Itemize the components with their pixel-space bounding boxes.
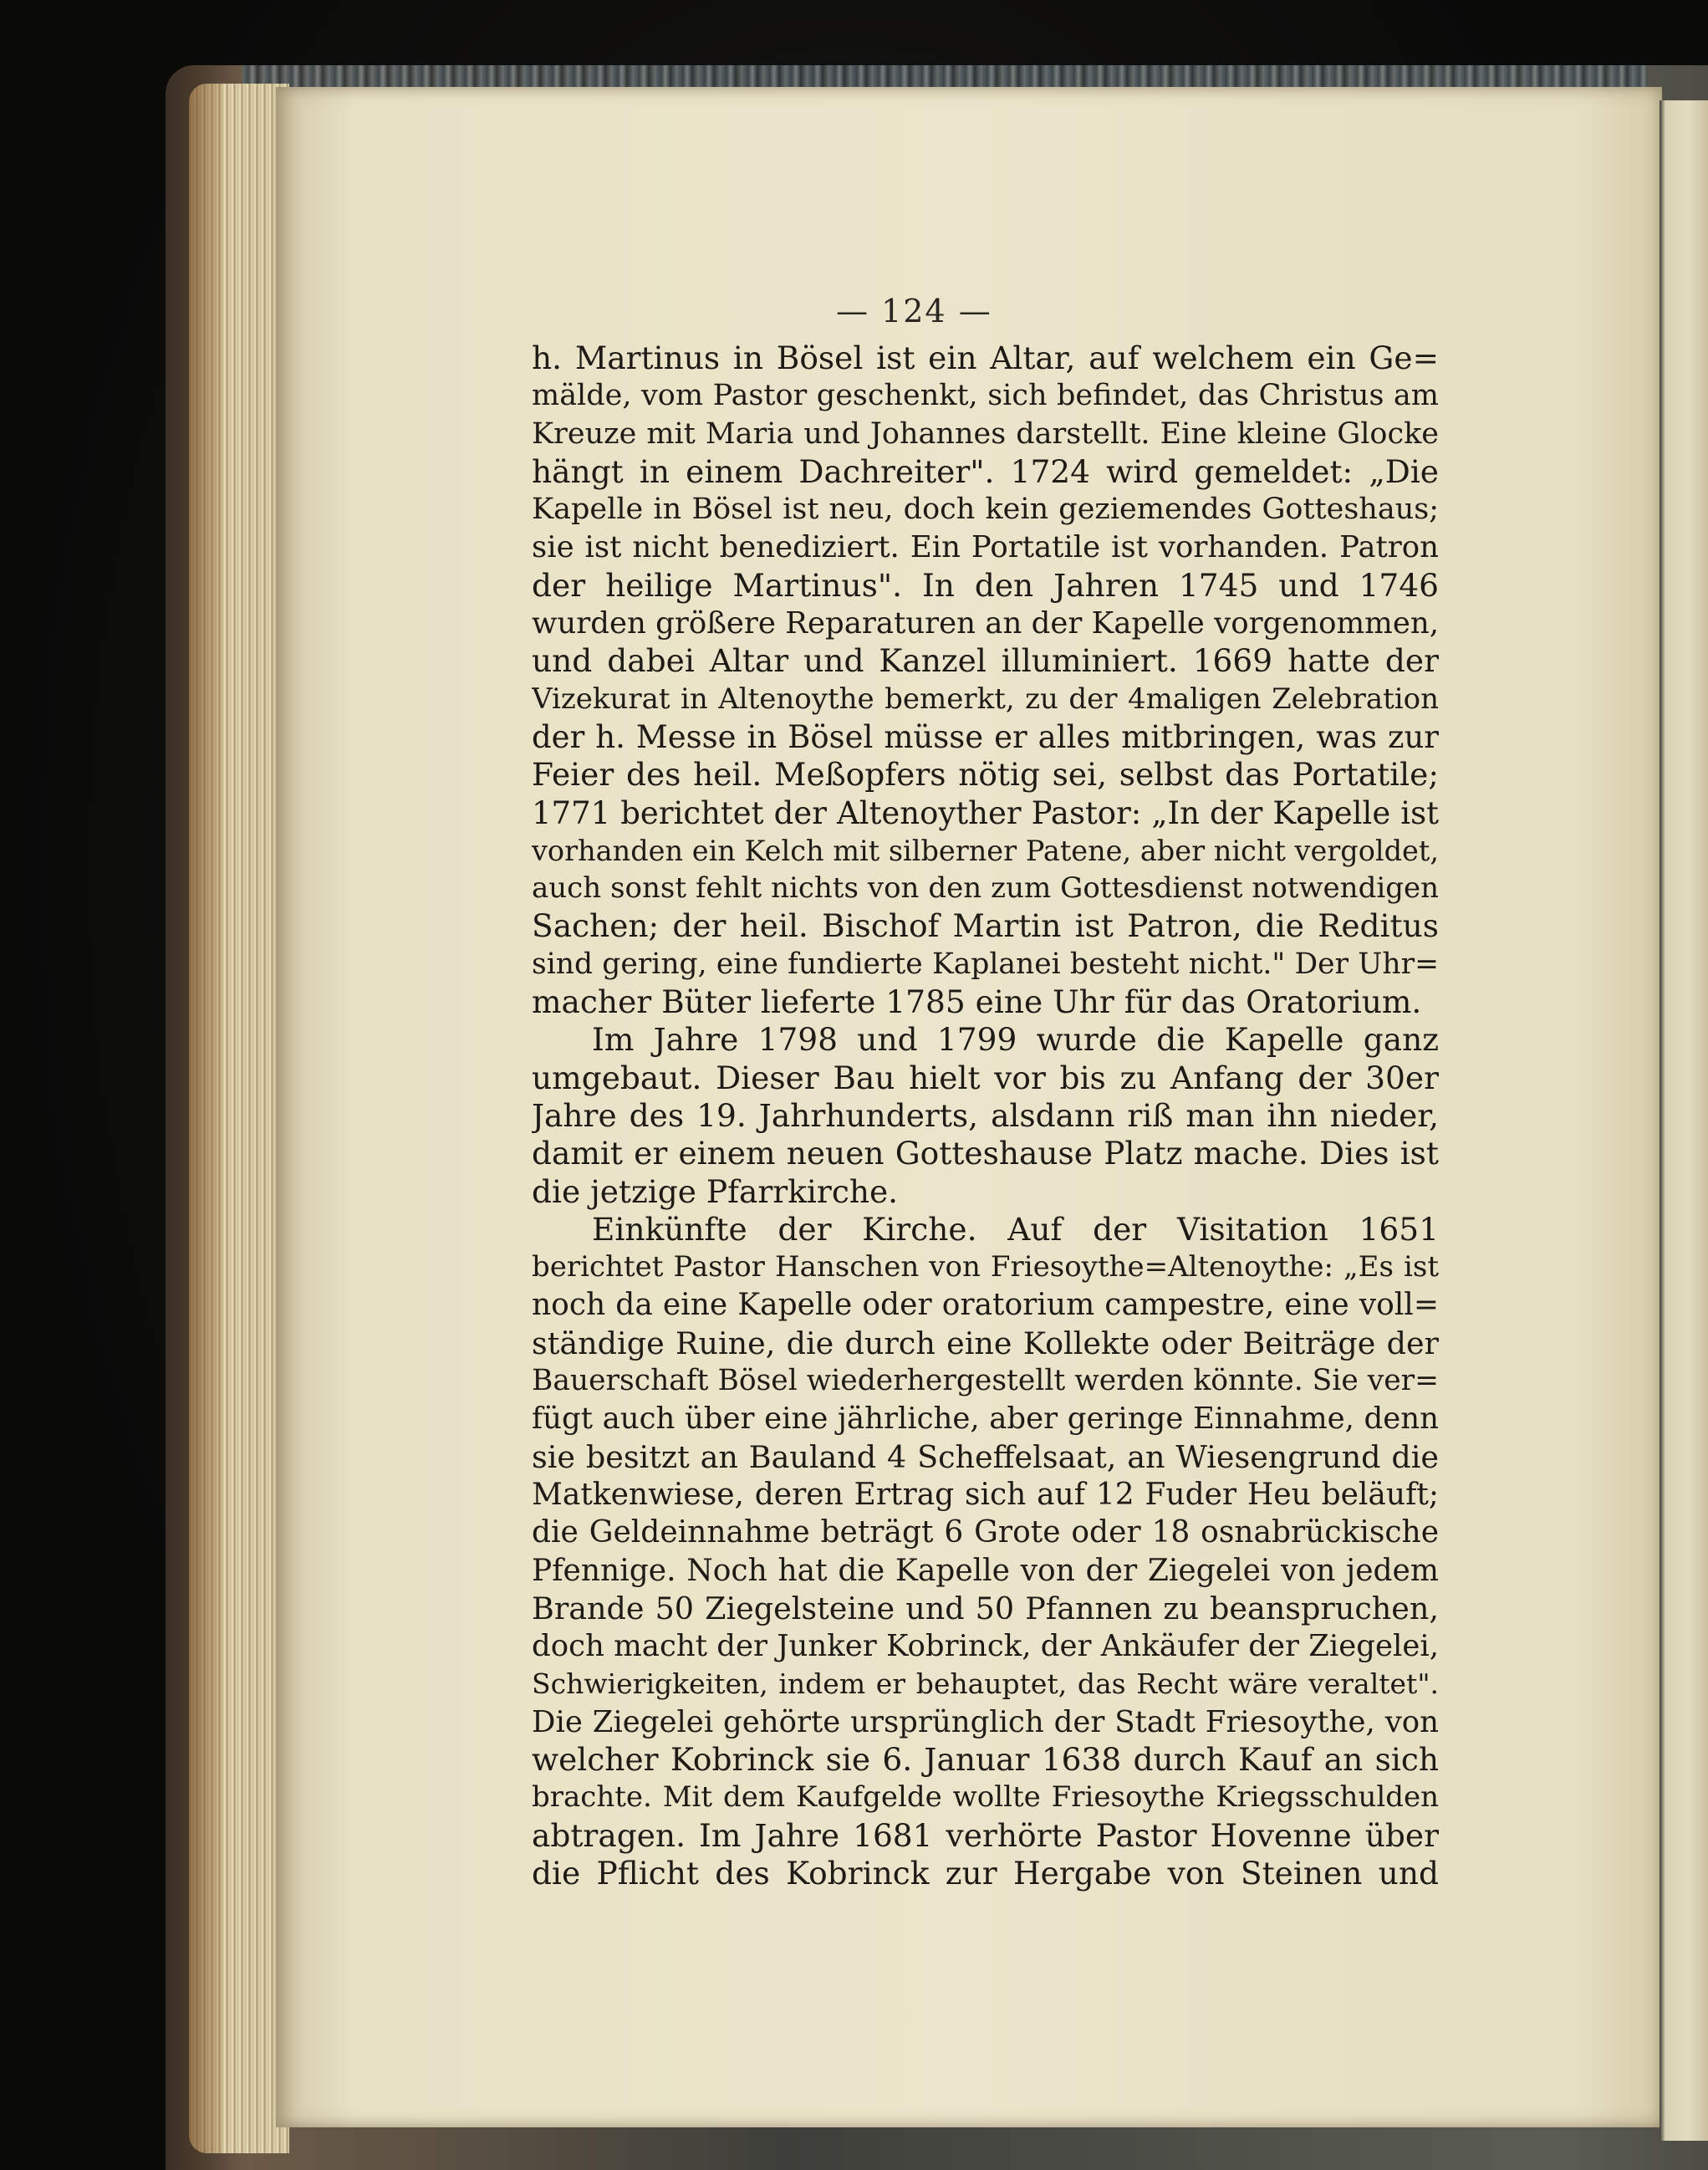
text-line: berichtet Pastor Hanschen von Friesoythe=Altenoythe: „Es ist: [532, 1250, 1439, 1284]
body-text: [532, 340, 1439, 1892]
text-line: ständige Ruine, die durch eine Kollekte oder Beiträge der: [532, 1325, 1439, 1361]
facing-page-edge: [1660, 100, 1708, 2141]
text-line: hängt in einem Dachreiter". 1724 wird gemeldet: „Die: [532, 452, 1439, 490]
text-line: umgebaut. Dieser Bau hielt vor bis zu Anfang der 30er: [532, 1059, 1439, 1096]
text-line: abtragen. Im Jahre 1681 verhörte Pastor Hovenne über: [532, 1816, 1439, 1854]
text-line: die Geldeinnahme beträgt 6 Grote oder 18 osnabrückische: [532, 1515, 1439, 1550]
page-stack: [189, 84, 289, 2153]
text-line: Kreuze mit Maria und Johannes darstellt. Eine kleine Glocke: [532, 416, 1439, 451]
text-line: Pfennige. Noch hat die Kapelle von der Ziegelei von jedem: [532, 1553, 1439, 1588]
text-line: welcher Kobrinck sie 6. Januar 1638 durch Kauf an sich: [532, 1740, 1439, 1778]
text-line: sie besitzt an Bauland 4 Scheffelsaat, an Wiesengrund die: [532, 1438, 1439, 1475]
text-line: Vizekurat in Altenoythe bemerkt, zu der 4maligen Zelebration: [532, 682, 1439, 716]
text-line: noch da eine Kapelle oder oratorium campestre, eine voll=: [532, 1288, 1439, 1323]
text-line: wurden größere Reparaturen an der Kapelle vorgenommen,: [532, 606, 1439, 641]
text-line: Die Ziegelei gehörte ursprünglich der Stadt Friesoythe, von: [532, 1704, 1439, 1739]
text-line: mälde, vom Pastor geschenkt, sich befindet, das Christus am: [532, 379, 1439, 413]
text-line: die jetzige Pfarrkirche.: [532, 1172, 899, 1210]
text-line: Sachen; der heil. Bischof Martin ist Patron, die Reditus: [532, 907, 1439, 945]
text-line: vorhanden ein Kelch mit silberner Patene, aber nicht vergoldet,: [532, 834, 1439, 867]
text-line: Matkenwiese, deren Ertrag sich auf 12 Fuder Heu beläuft;: [532, 1477, 1439, 1512]
text-line: sind gering, eine fundierte Kaplanei besteht nicht." Der Uhr=: [532, 947, 1439, 981]
page-number: — 124 —: [836, 293, 992, 329]
text-line: macher Büter lieferte 1785 eine Uhr für das Oratorium.: [532, 983, 1422, 1021]
text-line: sie ist nicht benediziert. Ein Portatile ist vorhanden. Patron: [532, 530, 1439, 565]
text-line: Bauerschaft Bösel wiederhergestellt werden könnte. Sie ver=: [532, 1364, 1439, 1398]
text-line: doch macht der Junker Kobrinck, der Ankäufer der Ziegelei,: [532, 1629, 1439, 1664]
text-line: und dabei Altar und Kanzel illuminiert. 1669 hatte der: [532, 642, 1439, 680]
text-line: Einkünfte der Kirche. Auf der Visitation 1651: [592, 1210, 1439, 1248]
text-line: Brande 50 Ziegelsteine und 50 Pfannen zu beanspruchen,: [532, 1590, 1439, 1626]
text-line: Schwierigkeiten, indem er behauptet, das Recht wäre veraltet".: [532, 1667, 1439, 1701]
text-line: damit er einem neuen Gotteshause Platz mache. Dies ist: [532, 1135, 1439, 1172]
text-line: auch sonst fehlt nichts von den zum Gottesdienst notwendigen: [532, 871, 1439, 906]
text-line: Jahre des 19. Jahrhunderts, alsdann riß man ihn nieder,: [532, 1096, 1439, 1134]
text-line: fügt auch über eine jährliche, aber geringe Einnahme, denn: [532, 1402, 1439, 1437]
text-line: 1771 berichtet der Altenoyther Pastor: „In der Kapelle ist: [532, 794, 1439, 831]
text-line: der heilige Martinus". In den Jahren 1745 und 1746: [532, 566, 1439, 604]
text-line: brachte. Mit dem Kaufgelde wollte Friesoythe Kriegsschulden: [532, 1780, 1439, 1815]
text-line: h. Martinus in Bösel ist ein Altar, auf welchem ein Ge=: [532, 340, 1439, 376]
text-line: Im Jahre 1798 und 1799 wurde die Kapelle ganz: [592, 1021, 1439, 1059]
text-line: die Pflicht des Kobrinck zur Hergabe von Steinen und: [532, 1854, 1439, 1892]
text-line: Kapelle in Bösel ist neu, doch kein geziemendes Gotteshaus;: [532, 493, 1439, 527]
text-line: der h. Messe in Bösel müsse er alles mitbringen, was zur: [532, 718, 1439, 755]
text-line: Feier des heil. Meßopfers nötig sei, selbst das Portatile;: [532, 756, 1439, 794]
